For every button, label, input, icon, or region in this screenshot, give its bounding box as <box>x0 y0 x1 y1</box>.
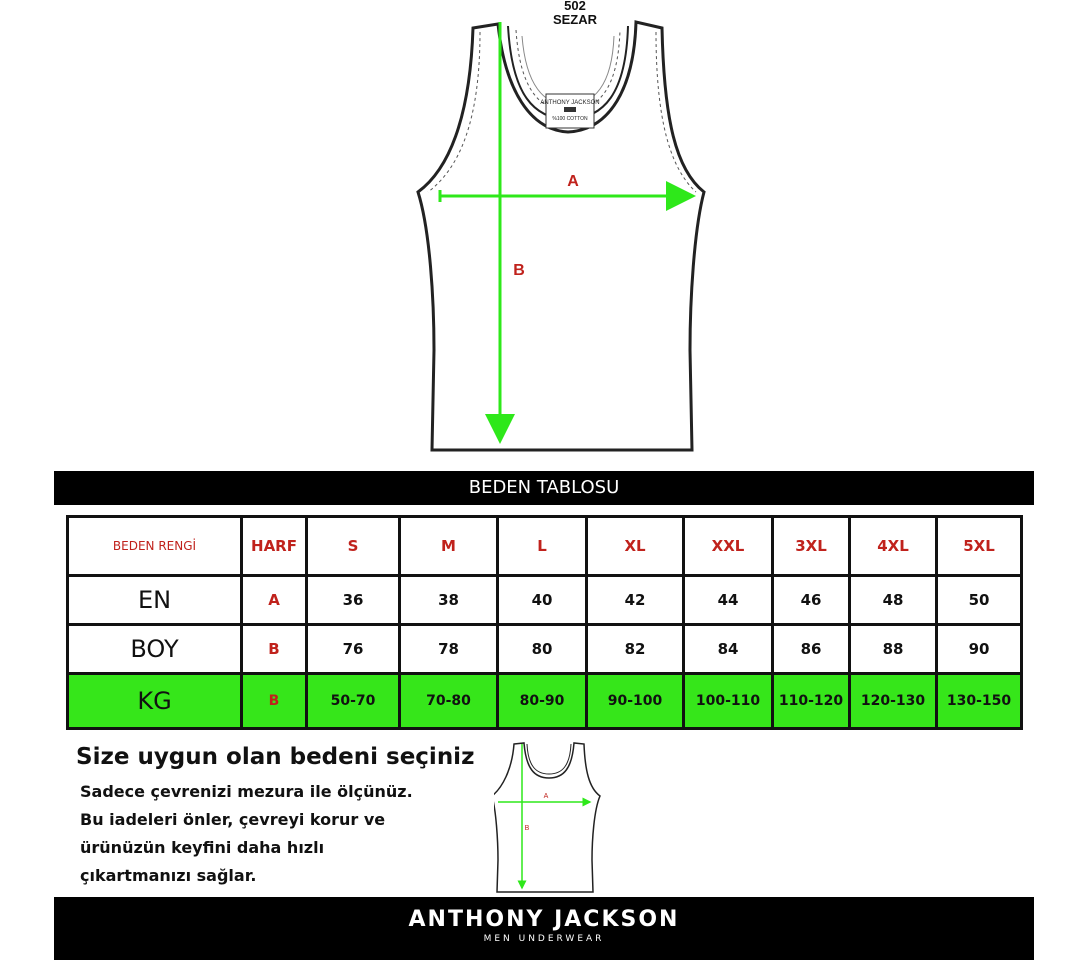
model-number: 502 <box>564 0 586 13</box>
label-tag <box>540 94 599 128</box>
header-letter: HARF <box>242 517 307 576</box>
brand-footer <box>54 897 1034 960</box>
table-cell: 110-120 <box>773 674 850 729</box>
row-letter: A <box>242 576 307 625</box>
table-cell: 80 <box>498 625 587 674</box>
table-cell: 76 <box>307 625 400 674</box>
instructions-heading: Size uygun olan bedeni seçiniz <box>76 744 475 770</box>
measure-a-label: A <box>567 173 579 190</box>
table-cell: 46 <box>773 576 850 625</box>
svg-text:%100 COTTON: %100 COTTON <box>552 116 588 122</box>
table-cell: 84 <box>684 625 773 674</box>
table-cell: 48 <box>850 576 937 625</box>
brand-logo: ANTHONY JACKSON <box>408 907 680 932</box>
table-row-en <box>68 576 1022 625</box>
tank-top-diagram <box>0 0 1088 470</box>
svg-text:ANTHONY JACKSON: ANTHONY JACKSON <box>540 100 600 106</box>
size-l: L <box>498 517 587 576</box>
model-name: SEZAR <box>552 12 598 27</box>
row-letter: B <box>242 674 307 729</box>
instruction-line: çıkartmanızı sağlar. <box>80 866 257 885</box>
size-5xl: 5XL <box>937 517 1022 576</box>
row-label: BOY <box>68 625 242 674</box>
table-cell: 82 <box>587 625 684 674</box>
instruction-line: Sadece çevrenizi mezura ile ölçünüz. <box>80 782 413 801</box>
table-cell: 130-150 <box>937 674 1022 729</box>
row-label: EN <box>68 576 242 625</box>
table-cell: 70-80 <box>400 674 498 729</box>
table-cell: 44 <box>684 576 773 625</box>
row-letter: B <box>242 625 307 674</box>
table-cell: 90 <box>937 625 1022 674</box>
size-xxl: XXL <box>684 517 773 576</box>
svg-text:A: A <box>543 793 549 800</box>
table-cell: 80-90 <box>498 674 587 729</box>
table-cell: 36 <box>307 576 400 625</box>
table-cell: 90-100 <box>587 674 684 729</box>
small-tank-top-diagram <box>494 740 604 895</box>
table-cell: 78 <box>400 625 498 674</box>
row-label: KG <box>68 674 242 729</box>
measure-b-label: B <box>513 262 525 279</box>
table-cell: 38 <box>400 576 498 625</box>
size-xl: XL <box>587 517 684 576</box>
table-cell: 50 <box>937 576 1022 625</box>
size-4xl: 4XL <box>850 517 937 576</box>
table-cell: 42 <box>587 576 684 625</box>
table-cell: 100-110 <box>684 674 773 729</box>
table-cell: 88 <box>850 625 937 674</box>
tank-top-outline <box>418 22 704 450</box>
size-m: M <box>400 517 498 576</box>
size-chart-title: BEDEN TABLOSU <box>54 471 1034 505</box>
table-row-boy <box>68 625 1022 674</box>
table-header-row <box>68 517 1022 576</box>
tank-top-illustration <box>0 0 1088 470</box>
size-s: S <box>307 517 400 576</box>
svg-text:B: B <box>524 825 530 832</box>
table-cell: 120-130 <box>850 674 937 729</box>
size-3xl: 3XL <box>773 517 850 576</box>
table-cell: 40 <box>498 576 587 625</box>
instruction-line: ürünüzün keyfini daha hızlı <box>80 838 325 857</box>
brand-tagline: MEN UNDERWEAR <box>483 934 605 944</box>
table-cell: 86 <box>773 625 850 674</box>
instruction-line: Bu iadeleri önler, çevreyi korur ve <box>80 810 386 829</box>
table-row-kg <box>68 674 1022 729</box>
size-table <box>66 515 1023 730</box>
table-cell: 50-70 <box>307 674 400 729</box>
header-label: BEDEN RENGİ <box>68 517 242 576</box>
